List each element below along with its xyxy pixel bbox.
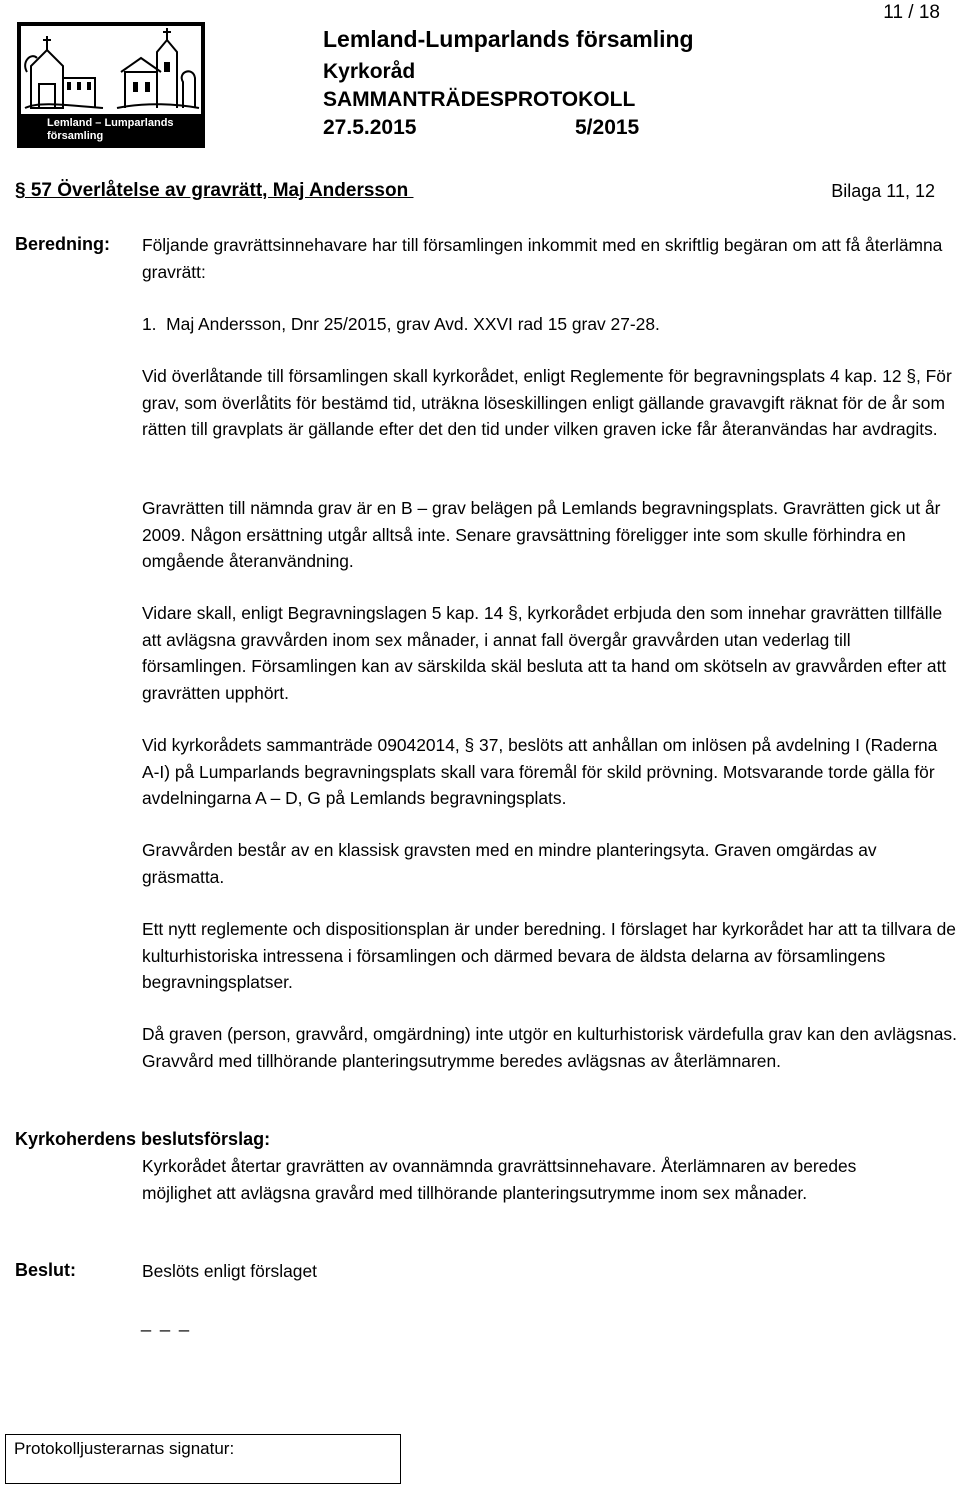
grave-item: 1. Maj Andersson, Dnr 25/2015, grav Avd. XXVI rad 15 grav 27-28.	[142, 314, 660, 334]
attachment-reference: Bilaga 11, 12	[831, 181, 935, 201]
decision-text: Beslöts enligt förslaget	[142, 1261, 317, 1281]
proposal-label: Kyrkoherdens beslutsförslag:	[15, 1129, 271, 1149]
paragraph-removal: Då graven (person, gravvård, omgärdning) inte utgör en kulturhistorisk värdefulla grav kan den avlägsnas. Gravvård med tillhörande planteringsutrymme beredes avlägsnas av återlämnaren.	[142, 1024, 957, 1071]
page-number: 11 / 18	[883, 2, 940, 23]
svg-text:Lemland – Lumparlands: Lemland – Lumparlands	[47, 117, 174, 129]
preparation-label: Beredning:	[15, 234, 111, 254]
decision-label: Beslut:	[15, 1260, 77, 1280]
meeting-number: 5/2015	[575, 116, 640, 139]
paragraph-valuation: Vid överlåtande till församlingen skall kyrkorådet, enligt Reglemente för begravningsplats 4 kap. 12 §, För grav, som överlåtits för bestämd tid, uträkna löseskillingen enligt gällande gravavgift räknat för de år som rätten till gravplats är gällande efter det den tid under vilken graven icke får återanvändas har avdragits.	[142, 366, 952, 439]
paragraph-grave-status: Gravrätten till nämnda grav är en B – grav belägen på Lemlands begravningsplats. Gravrätten gick ut år 2009. Någon ersättning utgår alltså inte. Senare gravsättning föreligger inte som skulle förhindra en omgående återanvändning.	[142, 498, 941, 571]
preparation-intro: Följande gravrättsinnehavare har till församlingen inkommit med en skriftlig begäran om att få återlämna gravrätt:	[142, 235, 943, 282]
paragraph-grave-description: Gravvården består av en klassisk gravsten med en mindre planteringsyta. Graven omgärdas av gräsmatta.	[142, 840, 877, 887]
section-title: § 57 Överlåtelse av gravrätt, Maj Andersson	[15, 180, 414, 201]
meeting-date: 27.5.2015	[323, 116, 417, 139]
parish-name: Lemland-Lumparlands församling	[323, 26, 694, 52]
signature-label: Protokolljusterarnas signatur:	[14, 1439, 235, 1458]
parish-logo	[17, 22, 205, 148]
paragraph-previous-decision: Vid kyrkorådets sammanträde 09042014, § 37, beslöts att anhållan om inlösen på avdelning I (Raderna A-I) på Lumparlands begravningsplats skall vara föremål för skild prövning. Motsvarande torde gälla för avdelningarna A – D, G på Lemlands begravningsplats.	[142, 735, 938, 808]
paragraph-new-regulation: Ett nytt reglemente och dispositionsplan är under beredning. I förslaget har kyrkorådet har att ta tillvara de kulturhistoriska intressena i församlingen och därmed bevara de äldsta delarna av församlingens begravningsplatser.	[142, 919, 956, 992]
document-type: SAMMANTRÄDESPROTOKOLL	[323, 88, 636, 111]
paragraph-burial-law: Vidare skall, enligt Begravningslagen 5 kap. 14 §, kyrkorådet erbjuda den som innehar gravrätten tillfälle att avlägsna gravvården inom sex månader, i annat fall övergår gravvården utan vederlag till församlingen. Församlingen kan av särskilda skäl besluta att ta hand om skötseln av gravvården efter att gravrätten upphört.	[142, 603, 947, 703]
body-name: Kyrkoråd	[323, 60, 416, 83]
proposal-text: Kyrkorådet återtar gravrätten av ovannämnda gravrättsinnehavare. Återlämnaren av beredes möjlighet att avlägsna gravård med tillhörande planteringsutrymme inom sex månader.	[142, 1156, 857, 1203]
separator: _ _ _	[141, 1312, 192, 1332]
signature-box	[5, 1434, 401, 1484]
svg-text:församling: församling	[47, 130, 104, 142]
